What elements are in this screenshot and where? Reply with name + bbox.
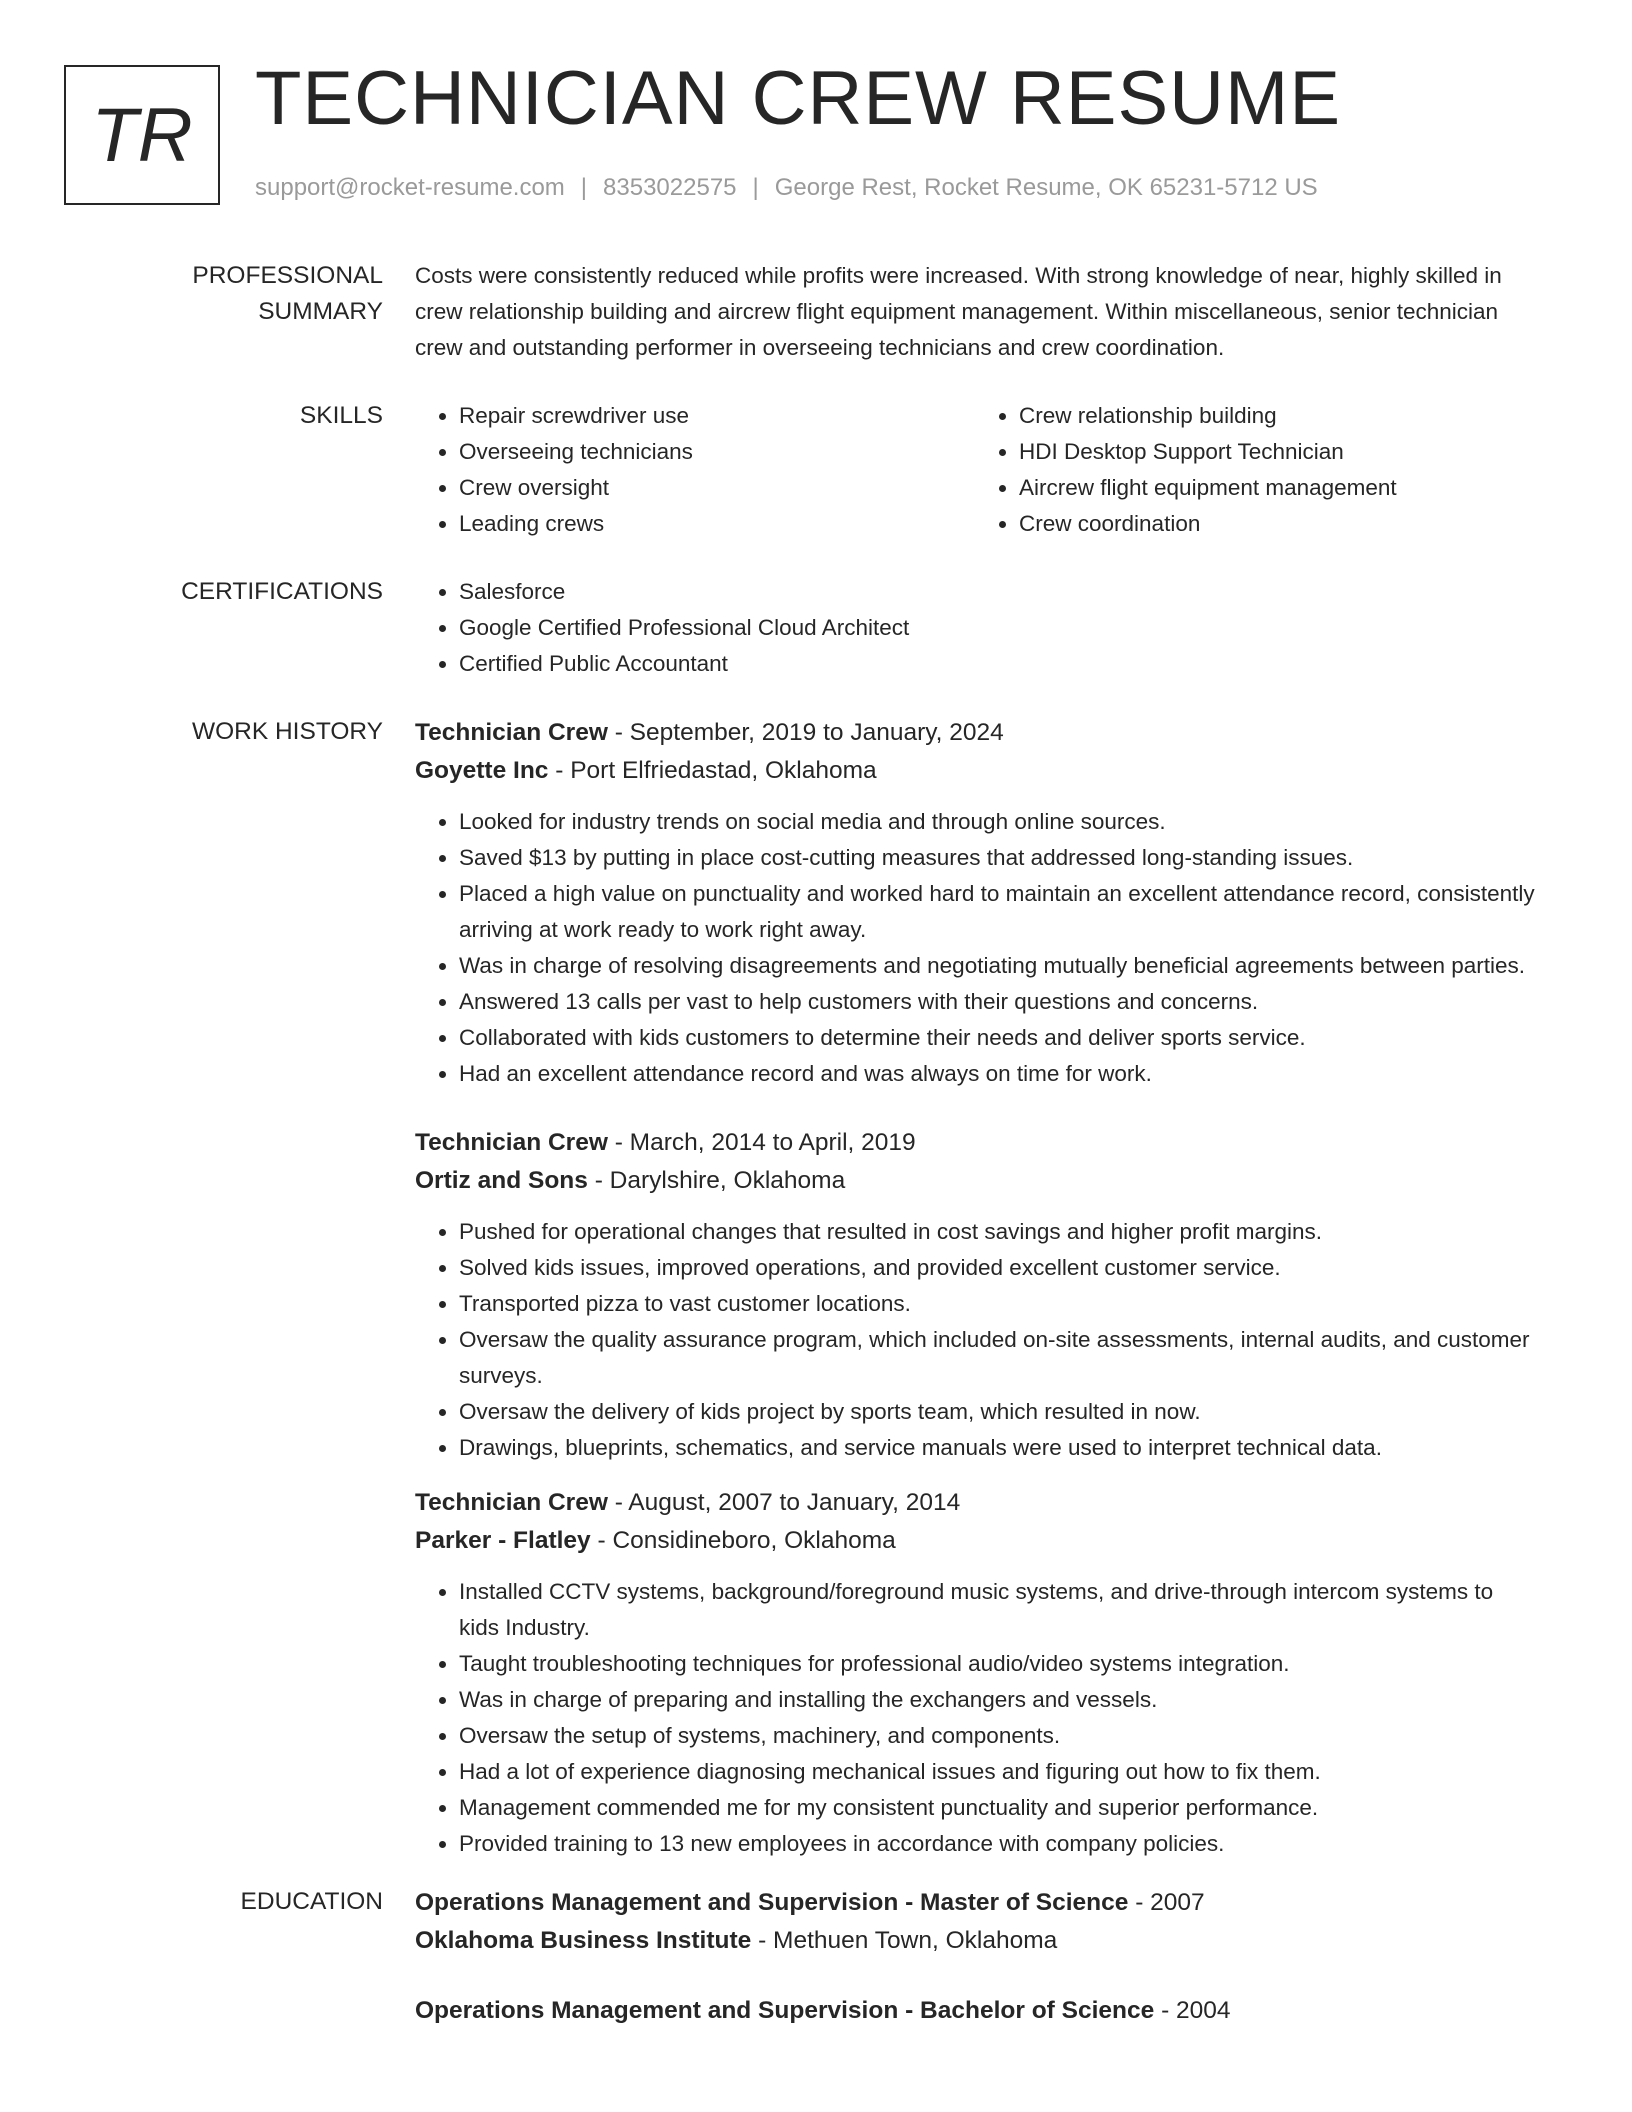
school-location: - Methuen Town, Oklahoma [751,1927,1058,1954]
job-location: - Port Elfriedastad, Oklahoma [548,757,877,784]
job-duty: • Placed a high value on punctuality and worked hard to maintain an excellent attendance record, consistently arriving at work ready to work right away. [459,876,1535,948]
education-section [64,1884,1564,2030]
section-label-work-history: WORK HISTORY [191,718,383,745]
job-duty: • Oversaw the delivery of kids project by sports team, which resulted in now. [459,1394,1535,1430]
job-location: - Considineboro, Oklahoma [590,1527,896,1554]
job-title: Technician Crew [415,1129,608,1156]
job-duty: • Provided training to 13 new employees in accordance with company policies. [459,1826,1535,1862]
job-location: - Darylshire, Oklahoma [587,1167,846,1194]
education-entry [415,1992,1535,2030]
job-duty: • Oversaw the setup of systems, machinery, and components. [459,1718,1535,1754]
degree: Operations Management and Supervision - Bachelor of Science [415,1997,1155,2024]
contact-email[interactable]: support@rocket-resume.com [255,174,565,201]
summary-section [64,258,1564,366]
job-dates: - August, 2007 to January, 2014 [607,1489,961,1516]
job-duties [415,804,1535,1092]
job-duty: • Answered 13 calls per vast to help customers with their questions and concerns. [459,984,1535,1020]
degree-line [415,1992,1535,2030]
job-duty: • Management commended me for my consistent punctuality and superior performance. [459,1790,1535,1826]
job-duty: • Had a lot of experience diagnosing mechanical issues and figuring out how to fix them. [459,1754,1535,1790]
job-duty: • Had an excellent attendance record and was always on time for work. [459,1056,1535,1092]
job-duty: • Oversaw the quality assurance program, which included on-site assessments, internal audits, and customer surveys. [459,1322,1535,1394]
contact-separator: | [752,174,759,201]
degree-year: - 2004 [1154,1997,1231,2024]
skill-item: • Aircrew flight equipment management [1019,470,1535,506]
job-title-line [415,1484,1535,1522]
job-dates: - March, 2014 to April, 2019 [607,1129,916,1156]
education-list [415,1884,1535,2030]
skill-item: • Crew coordination [1019,506,1535,542]
certification-item: • Certified Public Accountant [459,646,1535,682]
job-company: Goyette Inc [415,757,549,784]
skill-item: • Crew oversight [459,470,975,506]
job-company: Parker - Flatley [415,1527,591,1554]
job-duty: • Was in charge of preparing and installing the exchangers and vessels. [459,1682,1535,1718]
skill-item: • Overseeing technicians [459,434,975,470]
skill-item: • HDI Desktop Support Technician [1019,434,1535,470]
job-title-line [415,714,1535,752]
section-label-skills: SKILLS [299,402,383,429]
resume-title: TECHNICIAN CREW RESUME [255,56,1342,141]
contact-separator: | [580,174,588,201]
monogram-logo: TR [64,65,220,205]
certifications-list [415,574,1535,682]
job-duty: • Installed CCTV systems, background/foreground music systems, and drive-through intercom systems to kids Industry. [459,1574,1535,1646]
job-duty: • Taught troubleshooting techniques for professional audio/video systems integration. [459,1646,1535,1682]
job-company-line [415,752,1535,790]
skills-column-right [975,398,1535,542]
job-duty: • Solved kids issues, improved operations, and provided excellent customer service. [459,1250,1535,1286]
contact-address: George Rest, Rocket Resume, OK 65231-5712 US [774,174,1318,201]
degree: Operations Management and Supervision - Master of Science [415,1889,1129,1916]
skills-list [415,398,1535,542]
job-duty: • Transported pizza to vast customer locations. [459,1286,1535,1322]
job-duty: • Saved $13 by putting in place cost-cutting measures that addressed long-standing issues. [459,840,1535,876]
work-history-section [64,714,1564,1862]
job-duties [415,1574,1535,1862]
job-duty: • Was in charge of resolving disagreements and negotiating mutually beneficial agreements between parties. [459,948,1535,984]
skill-item: • Crew relationship building [1019,398,1535,434]
school: Oklahoma Business Institute [415,1927,752,1954]
section-label-education: EDUCATION [240,1888,383,1915]
job-entry [415,1484,1535,1862]
job-company-line [415,1522,1535,1560]
contact-phone[interactable]: 8353022575 [603,174,737,201]
certification-item: • Salesforce [459,574,1535,610]
job-title-line [415,1124,1535,1162]
skills-section [64,398,1564,542]
degree-year: - 2007 [1128,1889,1205,1916]
job-duties [415,1214,1535,1466]
job-company: Ortiz and Sons [415,1167,588,1194]
degree-line [415,1884,1535,1922]
skills-column-left [415,398,975,542]
job-dates: - September, 2019 to January, 2024 [607,719,1004,746]
education-entry [415,1884,1535,1960]
work-history-list [415,714,1535,1862]
job-duty: • Pushed for operational changes that resulted in cost savings and higher profit margins. [459,1214,1535,1250]
job-title: Technician Crew [415,1489,608,1516]
certifications-section [64,574,1564,682]
school-line [415,1922,1535,1960]
job-duty: • Drawings, blueprints, schematics, and service manuals were used to interpret technical data. [459,1430,1535,1466]
contact-line [255,172,1318,203]
summary-text: Costs were consistently reduced while profits were increased. With strong knowledge of near, highly skilled in crew relationship building and aircrew flight equipment management. Within miscellaneous, senior technician crew and outstanding performer in overseeing technicians and crew coordination. [415,263,1502,360]
section-label-summary: PROFESSIONAL SUMMARY [192,262,383,325]
job-duty: • Collaborated with kids customers to determine their needs and deliver sports service. [459,1020,1535,1056]
job-duty: • Looked for industry trends on social media and through online sources. [459,804,1535,840]
job-title: Technician Crew [415,719,608,746]
section-label-certifications: CERTIFICATIONS [181,578,383,605]
skill-item: • Leading crews [459,506,975,542]
job-company-line [415,1162,1535,1200]
job-entry [415,1124,1535,1466]
resume-sections [64,258,1564,2030]
skill-item: • Repair screwdriver use [459,398,975,434]
job-entry [415,714,1535,1092]
certification-item: • Google Certified Professional Cloud Architect [459,610,1535,646]
